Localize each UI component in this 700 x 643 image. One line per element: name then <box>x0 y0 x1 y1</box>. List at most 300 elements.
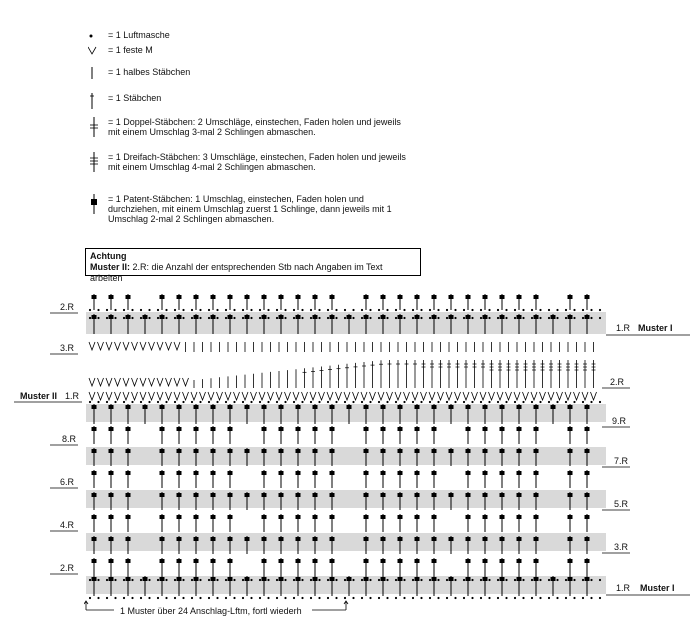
chain-mark <box>556 309 558 311</box>
patent-mark <box>585 493 590 497</box>
chain-mark <box>412 579 414 581</box>
patent-mark <box>381 295 386 299</box>
patent-mark <box>262 493 267 497</box>
chain-mark <box>539 309 541 311</box>
patent-mark <box>466 427 471 431</box>
chain-mark <box>344 579 346 581</box>
patent-mark <box>126 427 131 431</box>
patent-mark <box>160 315 165 319</box>
patent-mark <box>160 559 165 563</box>
chain-mark <box>480 401 482 403</box>
patent-mark <box>364 405 369 409</box>
patent-mark <box>568 577 573 581</box>
chain-mark <box>514 579 516 581</box>
chain-mark <box>471 401 473 403</box>
sc-mark <box>217 392 223 400</box>
patent-mark <box>517 537 522 541</box>
patent-mark <box>449 295 454 299</box>
patent-mark <box>381 315 386 319</box>
sc-mark <box>557 392 563 400</box>
chain-mark <box>267 579 269 581</box>
sc-mark <box>565 392 571 400</box>
chain-mark <box>225 309 227 311</box>
chain-mark <box>301 401 303 403</box>
chain-mark <box>148 401 150 403</box>
patent-mark <box>483 515 488 519</box>
patent-mark <box>330 493 335 497</box>
patent-mark <box>347 405 352 409</box>
chain-mark <box>352 579 354 581</box>
patent-mark <box>432 515 437 519</box>
sc-mark <box>514 392 520 400</box>
patent-mark <box>415 577 420 581</box>
legend-sc-text: = 1 feste M <box>108 45 153 55</box>
patent-mark <box>432 405 437 409</box>
patent-mark <box>92 449 97 453</box>
chain-mark <box>174 317 176 319</box>
patent-mark <box>92 427 97 431</box>
patent-mark <box>432 315 437 319</box>
chain-mark <box>267 317 269 319</box>
chain-mark <box>565 317 567 319</box>
chain-mark <box>531 317 533 319</box>
patent-mark <box>109 449 114 453</box>
chain-mark <box>429 579 431 581</box>
patent-mark <box>160 405 165 409</box>
patent-mark <box>330 449 335 453</box>
patent-mark <box>330 315 335 319</box>
patent-mark <box>245 315 250 319</box>
chain-mark <box>446 597 448 599</box>
chain-mark <box>208 401 210 403</box>
patent-mark <box>500 515 505 519</box>
chain-mark <box>582 597 584 599</box>
legend-dc-text: = 1 Stäbchen <box>108 93 162 103</box>
chain-mark <box>225 401 227 403</box>
sc-mark <box>200 392 206 400</box>
patent-mark <box>279 493 284 497</box>
chain-mark <box>148 317 150 319</box>
chain-mark <box>573 309 575 311</box>
patent-mark <box>279 295 284 299</box>
patent-mark <box>92 471 97 475</box>
patent-mark <box>398 449 403 453</box>
patent-mark <box>330 537 335 541</box>
patent-mark <box>160 471 165 475</box>
half-double-symbol-icon <box>88 67 104 91</box>
chain-mark <box>318 401 320 403</box>
patent-mark <box>534 315 539 319</box>
patent-mark <box>517 515 522 519</box>
chain-mark <box>335 317 337 319</box>
patent-mark <box>194 405 199 409</box>
patent-mark <box>449 449 454 453</box>
patent-mark <box>483 315 488 319</box>
sc-mark <box>259 392 265 400</box>
patent-mark <box>534 537 539 541</box>
patent-mark <box>279 577 284 581</box>
chain-mark <box>182 579 184 581</box>
chain-mark <box>437 579 439 581</box>
chain-mark <box>114 579 116 581</box>
sc-mark <box>89 342 95 350</box>
patent-mark <box>313 537 318 541</box>
chain-mark <box>488 579 490 581</box>
chain-mark <box>369 597 371 599</box>
chain-mark <box>131 401 133 403</box>
chain-mark <box>361 317 363 319</box>
sc-mark <box>123 342 129 350</box>
chain-mark <box>446 309 448 311</box>
chain-mark <box>123 579 125 581</box>
chain-mark <box>327 579 329 581</box>
chain-mark <box>556 317 558 319</box>
patent-mark <box>313 295 318 299</box>
sc-mark <box>132 342 138 350</box>
patent-mark <box>483 559 488 563</box>
chain-mark <box>97 317 99 319</box>
chain-mark <box>233 579 235 581</box>
patent-mark <box>109 515 114 519</box>
chain-mark <box>395 579 397 581</box>
patent-mark <box>262 295 267 299</box>
chain-mark <box>522 309 524 311</box>
chain-mark <box>284 401 286 403</box>
chain-mark <box>412 401 414 403</box>
chain-mark <box>199 317 201 319</box>
muster-2-label: Muster II <box>20 391 58 401</box>
patent-mark <box>381 405 386 409</box>
row-label-m3-1r: 1.R <box>616 583 631 593</box>
chain-mark <box>191 309 193 311</box>
sc-mark <box>208 392 214 400</box>
sc-mark <box>523 392 529 400</box>
sc-mark <box>336 392 342 400</box>
sc-mark <box>157 378 163 386</box>
patent-mark <box>228 577 233 581</box>
patent-mark <box>262 515 267 519</box>
patent-mark <box>466 559 471 563</box>
patent-mark <box>228 449 233 453</box>
sc-mark <box>225 392 231 400</box>
chain-mark <box>599 401 601 403</box>
chain-mark <box>514 597 516 599</box>
sc-mark <box>387 392 393 400</box>
chain-mark <box>361 401 363 403</box>
chain-mark <box>157 317 159 319</box>
sc-mark <box>174 378 180 386</box>
chain-mark <box>539 579 541 581</box>
patent-mark <box>551 577 556 581</box>
patent-mark <box>109 577 114 581</box>
chain-mark <box>310 401 312 403</box>
chain-mark <box>225 579 227 581</box>
sc-mark <box>497 392 503 400</box>
patent-mark <box>398 577 403 581</box>
chain-mark <box>318 309 320 311</box>
patent-mark <box>415 515 420 519</box>
row-label-m3-2r: 2.R <box>60 563 75 573</box>
chain-mark <box>565 309 567 311</box>
chain-mark <box>335 401 337 403</box>
patent-mark <box>143 405 148 409</box>
sc-mark <box>548 392 554 400</box>
chain-mark <box>250 309 252 311</box>
chain-mark <box>276 309 278 311</box>
patent-mark <box>92 405 97 409</box>
chain-mark <box>301 579 303 581</box>
patent-mark <box>568 493 573 497</box>
patent-mark <box>500 405 505 409</box>
row-label-m3-7r: 7.R <box>614 456 629 466</box>
sc-mark <box>327 392 333 400</box>
repeat-end-arrow-icon <box>344 601 348 610</box>
sc-mark <box>140 342 146 350</box>
chain-mark <box>582 317 584 319</box>
patent-mark <box>398 471 403 475</box>
patent-mark <box>228 315 233 319</box>
chain-mark <box>514 309 516 311</box>
patent-mark <box>211 471 216 475</box>
chain-mark <box>454 317 456 319</box>
chain-mark <box>548 579 550 581</box>
patent-mark <box>109 405 114 409</box>
chain-mark <box>446 579 448 581</box>
chain-mark <box>233 309 235 311</box>
patent-mark <box>551 315 556 319</box>
chain-mark <box>259 317 261 319</box>
patent-mark <box>381 449 386 453</box>
patent-mark <box>500 315 505 319</box>
sc-mark <box>591 392 597 400</box>
chain-mark <box>556 579 558 581</box>
chain-mark <box>599 597 601 599</box>
sc-mark <box>89 392 95 400</box>
chain-mark <box>276 401 278 403</box>
chain-mark <box>573 317 575 319</box>
patent-mark <box>262 577 267 581</box>
row-label-m3-6r: 6.R <box>60 477 75 487</box>
repeat-caption: 1 Muster über 24 Anschlag-Lftm, fortl wiederh <box>120 606 302 616</box>
chain-mark <box>412 317 414 319</box>
patent-mark <box>279 315 284 319</box>
chain-mark <box>216 309 218 311</box>
sc-mark <box>472 392 478 400</box>
chain-mark <box>199 309 201 311</box>
sc-mark <box>123 392 129 400</box>
sc-mark <box>463 392 469 400</box>
sc-mark <box>344 392 350 400</box>
sc-mark <box>582 392 588 400</box>
row-label-m3-4r: 4.R <box>60 520 75 530</box>
chain-mark <box>378 597 380 599</box>
patent-mark <box>245 577 250 581</box>
chart-band <box>86 533 606 551</box>
chain-mark <box>131 579 133 581</box>
patent-stitch-symbol-icon <box>88 194 104 218</box>
patent-mark <box>92 315 97 319</box>
patent-mark <box>517 295 522 299</box>
patent-mark <box>364 515 369 519</box>
chain-mark <box>191 317 193 319</box>
sc-mark <box>166 342 172 350</box>
sc-mark <box>421 392 427 400</box>
patent-mark <box>449 493 454 497</box>
chain-mark <box>259 401 261 403</box>
chain-mark <box>480 317 482 319</box>
patent-mark <box>381 537 386 541</box>
sc-mark <box>268 392 274 400</box>
patent-mark <box>211 405 216 409</box>
chain-mark <box>89 401 91 403</box>
chain-mark <box>89 317 91 319</box>
chain-mark <box>301 317 303 319</box>
chain-mark <box>352 317 354 319</box>
chain-mark <box>488 401 490 403</box>
single-crochet-symbol-icon <box>88 45 104 69</box>
patent-mark <box>296 537 301 541</box>
patent-mark <box>211 493 216 497</box>
chain-mark <box>106 401 108 403</box>
patent-mark <box>568 471 573 475</box>
chain-mark <box>386 317 388 319</box>
patent-mark <box>330 427 335 431</box>
chain-mark <box>599 317 601 319</box>
patent-mark <box>177 449 182 453</box>
patent-mark <box>330 577 335 581</box>
chain-mark <box>582 579 584 581</box>
chain-mark <box>480 579 482 581</box>
patent-mark <box>483 577 488 581</box>
patent-mark <box>245 493 250 497</box>
chain-mark <box>471 597 473 599</box>
patent-mark <box>568 515 573 519</box>
patent-mark <box>500 295 505 299</box>
chain-mark <box>539 401 541 403</box>
patent-mark <box>194 515 199 519</box>
row-label-m2-1r: 1.R <box>65 391 80 401</box>
patent-mark <box>534 471 539 475</box>
chain-mark <box>403 579 405 581</box>
patent-mark <box>449 315 454 319</box>
chain-mark <box>301 309 303 311</box>
chain-mark <box>505 401 507 403</box>
muster-3-label: Muster I <box>640 583 675 593</box>
patent-mark <box>109 315 114 319</box>
chain-mark <box>386 309 388 311</box>
patent-mark <box>500 427 505 431</box>
patent-mark <box>126 405 131 409</box>
chain-mark <box>531 309 533 311</box>
chain-mark <box>582 401 584 403</box>
chain-mark <box>97 579 99 581</box>
chain-mark <box>250 579 252 581</box>
patent-mark <box>177 405 182 409</box>
patent-mark <box>279 405 284 409</box>
patent-mark <box>415 405 420 409</box>
patent-mark <box>415 295 420 299</box>
chain-mark <box>505 309 507 311</box>
chain-mark <box>344 309 346 311</box>
patent-mark <box>313 577 318 581</box>
chain-mark <box>463 597 465 599</box>
patent-mark <box>92 295 97 299</box>
patent-mark <box>194 537 199 541</box>
patent-mark <box>279 427 284 431</box>
patent-mark <box>279 471 284 475</box>
patent-mark <box>126 315 131 319</box>
patent-mark <box>483 449 488 453</box>
sc-mark <box>531 392 537 400</box>
chain-mark <box>471 309 473 311</box>
patent-mark <box>381 559 386 563</box>
chain-mark <box>565 597 567 599</box>
chain-mark <box>123 309 125 311</box>
chain-mark <box>463 317 465 319</box>
patent-mark <box>347 577 352 581</box>
chain-mark <box>335 579 337 581</box>
patent-mark <box>432 295 437 299</box>
patent-mark <box>92 493 97 497</box>
patent-mark <box>211 427 216 431</box>
patent-mark <box>177 315 182 319</box>
chain-mark <box>505 597 507 599</box>
patent-mark <box>415 537 420 541</box>
patent-mark <box>279 515 284 519</box>
chain-mark <box>318 317 320 319</box>
chain-mark <box>437 309 439 311</box>
chain-mark <box>208 309 210 311</box>
chain-mark <box>225 317 227 319</box>
note-text: 2.R: die Anzahl der entsprechenden Stb nach Angaben im Text arbeiten <box>90 262 383 283</box>
chain-mark <box>242 401 244 403</box>
patent-mark <box>483 537 488 541</box>
chain-mark <box>106 317 108 319</box>
chain-mark <box>369 579 371 581</box>
chain-mark <box>293 317 295 319</box>
chain-mark <box>548 309 550 311</box>
sc-mark <box>446 392 452 400</box>
patent-mark <box>177 427 182 431</box>
patent-mark <box>109 559 114 563</box>
patent-mark <box>313 559 318 563</box>
patent-mark <box>177 515 182 519</box>
patent-mark <box>160 537 165 541</box>
patent-mark <box>313 493 318 497</box>
chain-mark <box>599 309 601 311</box>
patent-mark <box>245 537 250 541</box>
patent-mark <box>364 295 369 299</box>
chain-mark <box>429 309 431 311</box>
sc-mark <box>319 392 325 400</box>
patent-mark <box>585 295 590 299</box>
chain-mark <box>242 579 244 581</box>
patent-mark <box>211 315 216 319</box>
patent-mark <box>432 577 437 581</box>
chain-mark <box>140 317 142 319</box>
patent-mark <box>160 427 165 431</box>
sc-mark <box>370 392 376 400</box>
patent-mark <box>296 493 301 497</box>
chain-mark <box>573 579 575 581</box>
patent-mark <box>415 315 420 319</box>
row-label-m1-1r: 1.R <box>616 323 631 333</box>
patent-mark <box>177 493 182 497</box>
chain-mark <box>369 401 371 403</box>
chain-mark <box>429 401 431 403</box>
patent-mark <box>109 471 114 475</box>
row-label-m3-9r: 9.R <box>612 416 627 426</box>
